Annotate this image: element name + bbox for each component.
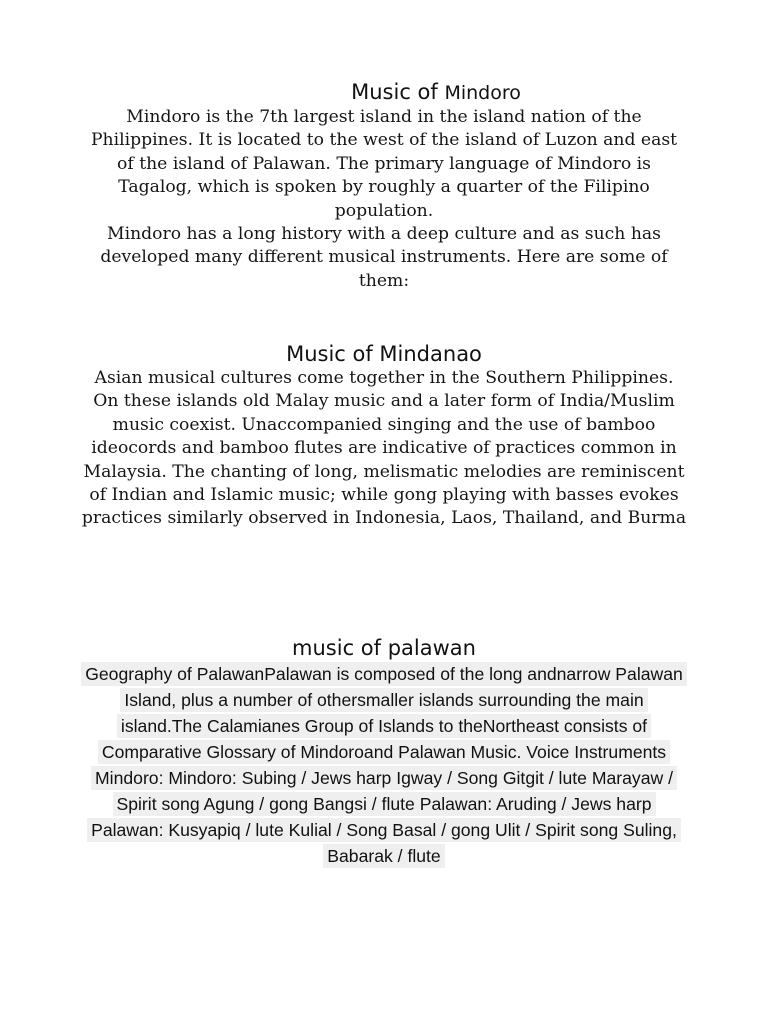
mindoro-paragraph-2: Mindoro has a long history with a deep culture and as such has developed many different musical instruments. Here are some of them:: [100, 224, 668, 291]
heading-mindanao: Music of Mindanao: [286, 342, 482, 366]
heading-mindoro: [80, 79, 688, 106]
mindoro-paragraph-1: Mindoro is the 7th largest island in the island nation of the Philippines. It is located to the west of the island of Luzon and east of the island of Palawan. The primary language of Mindoro is Tagalog, which is spoken by roughly a quarter of the Filipino population.: [90, 107, 678, 221]
palawan-paragraph-1-text: Geography of PalawanPalawan is composed of the long andnarrow Palawan Island, plus a number of othersmaller islands surrounding the main island.The Calamianes Group of Islands to theNortheast consists of: [81, 662, 687, 738]
heading-palawan: music of palawan: [292, 636, 476, 660]
palawan-paragraph-2: [80, 739, 688, 869]
palawan-paragraph-2-text: Comparative Glossary of Mindoroand Palawan Music. Voice Instruments Mindoro: Mindoro: Subing / Jews harp Igway / Song Gitgit / lute Marayaw / Spirit song Agung / gong Bangsi / flute Palawan: Aruding / Jews harp Palawan: Kusyapiq / lute Kulial / Song Basal / gong Ulit / Spirit song Suling, Babarak / flute: [87, 740, 681, 868]
section-mindanao: [80, 341, 688, 531]
section-mindoro: [80, 79, 688, 293]
section-palawan: [80, 635, 688, 869]
palawan-paragraph-1: [80, 661, 688, 739]
mindanao-paragraph: Asian musical cultures come together in the Southern Philippines. On these islands old Malay music and a later form of India/Muslim music coexist. Unaccompanied singing and the use of bamboo ideocords and bamboo flutes are indicative of practices common in Malaysia. The chanting of long, melismatic melodies are reminiscent of Indian and Islamic music; while gong playing with basses evokes practices similarly observed in Indonesia, Laos, Thailand, and Burma: [81, 368, 687, 529]
heading-mindoro-suffix: Mindoro: [444, 82, 521, 104]
heading-mindoro-prefix: Music of: [351, 80, 445, 104]
